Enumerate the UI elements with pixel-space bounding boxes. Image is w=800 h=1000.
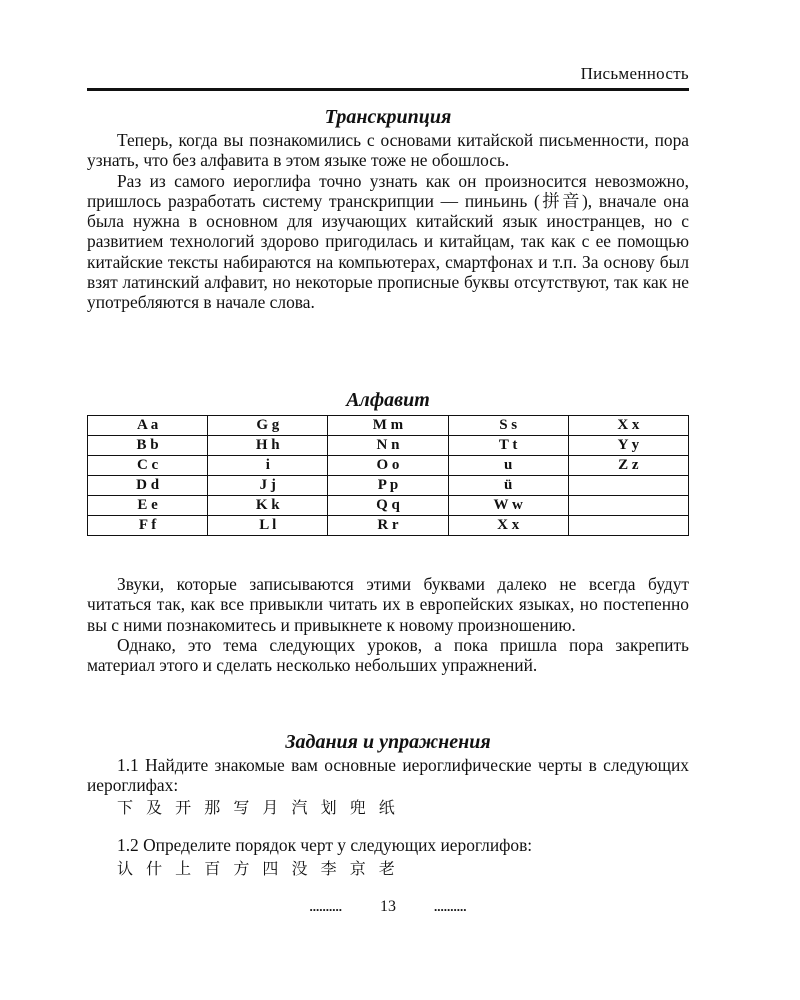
table-cell: Y y — [568, 436, 688, 456]
exercise-text: 1.1 Найдите знакомые вам основные иероглифические черты в следующих иероглифах: — [87, 755, 689, 796]
table-row — [88, 436, 689, 456]
table-cell: S s — [448, 416, 568, 436]
table-row — [88, 476, 689, 496]
exercise-1-1 — [87, 755, 689, 796]
table-cell: D d — [88, 476, 208, 496]
table-cell: F f — [88, 516, 208, 536]
page-footer — [87, 898, 689, 916]
header-rule — [87, 88, 689, 91]
table-cell: W w — [448, 496, 568, 516]
table-cell: K k — [208, 496, 328, 516]
table-cell: ü — [448, 476, 568, 496]
after-table-text — [87, 574, 689, 675]
alphabet-table — [87, 415, 689, 536]
page-number: 13 — [380, 898, 396, 915]
exercise-1-2 — [87, 835, 689, 855]
table-row — [88, 456, 689, 476]
table-cell: L l — [208, 516, 328, 536]
section-heading-transcription: Транскрипция — [324, 106, 452, 128]
exercise-hanzi: 认 什 上 百 方 四 没 李 京 老 — [117, 859, 399, 878]
table-cell: T t — [448, 436, 568, 456]
exercise-hanzi: 下 及 开 那 写 月 汽 划 兜 纸 — [117, 798, 399, 817]
table-cell: G g — [208, 416, 328, 436]
section-heading-exercises: Задания и упражнения — [285, 731, 491, 753]
paragraph: Звуки, которые записываются этими буквами далеко не всегда будут читаться так, как все привыкли читать их в европейских языках, но постепенно вы с ними познакомитесь и привыкнете к новому произношению. — [87, 574, 689, 635]
table-cell: Z z — [568, 456, 688, 476]
footer-dots-left: .......... — [309, 899, 342, 914]
table-cell: X x — [568, 416, 688, 436]
table-cell: O o — [328, 456, 448, 476]
table-row — [88, 496, 689, 516]
table-cell — [568, 476, 688, 496]
table-cell: u — [448, 456, 568, 476]
table-row — [88, 416, 689, 436]
table-cell: X x — [448, 516, 568, 536]
table-cell: C c — [88, 456, 208, 476]
table-row — [88, 516, 689, 536]
transcription-text — [87, 130, 689, 313]
running-title: Письменность — [580, 64, 689, 83]
table-cell: B b — [88, 436, 208, 456]
book-page — [87, 0, 689, 1000]
table-cell: R r — [328, 516, 448, 536]
table-cell: J j — [208, 476, 328, 496]
table-cell: M m — [328, 416, 448, 436]
table-cell — [568, 496, 688, 516]
exercise-text: 1.2 Определите порядок черт у следующих иероглифов: — [117, 835, 533, 855]
table-cell: H h — [208, 436, 328, 456]
table-cell: Q q — [328, 496, 448, 516]
paragraph: Однако, это тема следующих уроков, а пока пришла пора закрепить материал этого и сделать несколько небольших упражнений. — [87, 634, 689, 676]
footer-dots-right: .......... — [434, 899, 467, 914]
table-cell: A a — [88, 416, 208, 436]
paragraph: Теперь, когда вы познакомились с основами китайской письменности, пора узнать, что без алфавита в этом языке тоже не обошлось. — [87, 130, 689, 171]
table-cell: E e — [88, 496, 208, 516]
section-heading-alphabet: Алфавит — [346, 389, 430, 411]
table-cell: P p — [328, 476, 448, 496]
table-cell: i — [208, 456, 328, 476]
paragraph: Раз из самого иероглифа точно узнать как он произносится невозможно, пришлось разработать систему транскрипции — пиньинь (拼音), вначале она была нужна в основном для изучающих китайский язык иностранцев, но с развитием технологий здорово пригодилась и китайцам, так как с ее помощью китайские тексты набираются на компьютерах, смартфонах и т.п. За основу был взят латинский алфавит, но некоторые прописные буквы отсутствуют, так как не употребляются в начале слова. — [87, 170, 689, 313]
table-cell: N n — [328, 436, 448, 456]
table-cell — [568, 516, 688, 536]
